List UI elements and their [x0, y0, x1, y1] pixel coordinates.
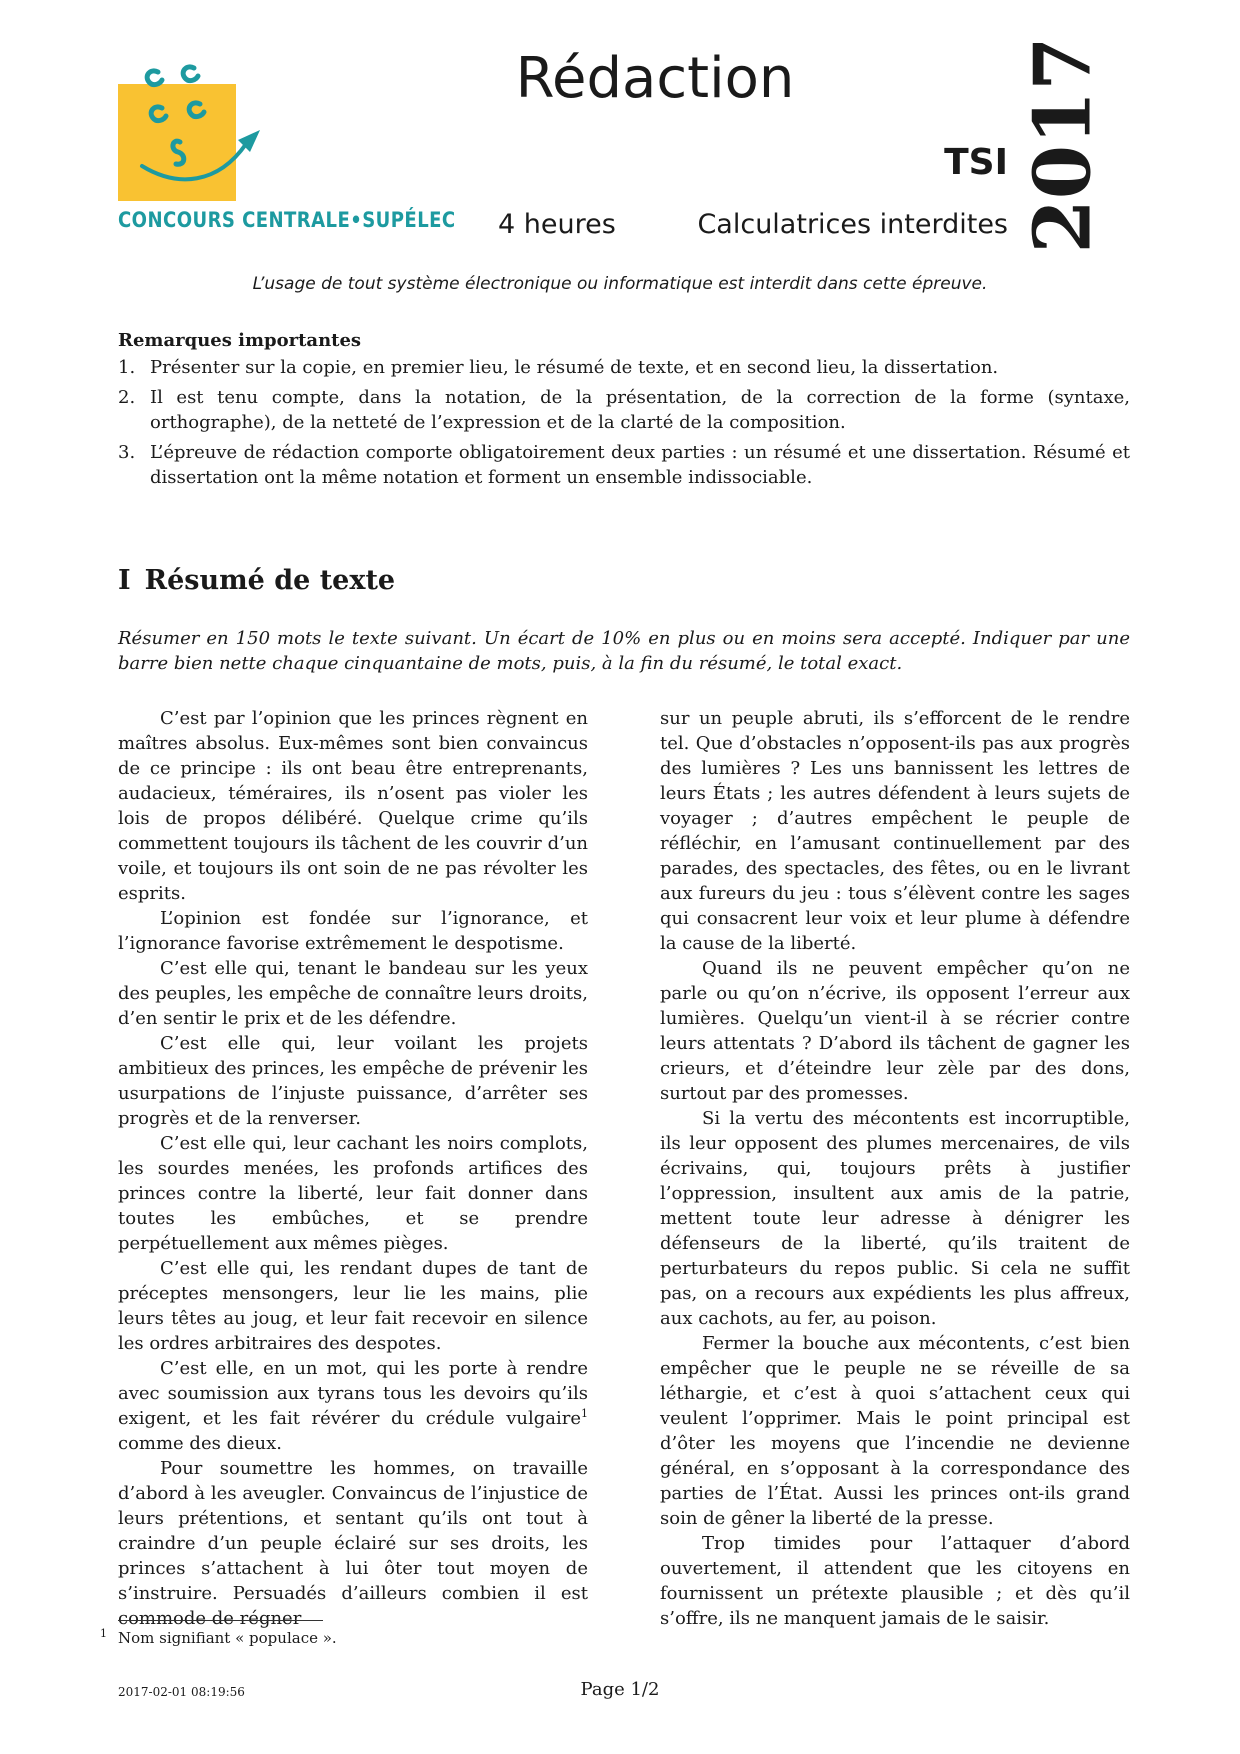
text-fragment: comme des dieux. — [118, 1433, 282, 1454]
remark-number: 2. — [118, 387, 136, 408]
section-title: Résumé de texte — [144, 565, 396, 596]
text-paragraph: sur un peuple abruti, ils s’efforcent de le rendre tel. Que d’obstacles n’opposent-ils pas aux progrès des lumières ? Les uns bannissent les lettres de leurs États ; les autres défendent à leurs sujets de voyager ; d’autres empêchent le peuple de réfléchir, en l’amusant continuellement par des parades, des spectacles, des fêtes, ou en le livrant aux fureurs du jeu : tous s’élèvent contre les sages qui consacrent leur voix et leur plume à défendre la cause de la liberté. — [660, 708, 1130, 954]
text-paragraph: C’est elle qui, leur voilant les projets ambitieux des princes, les empêche de prévenir les usurpations de l’injuste puissance, d’arrêter ses progrès et de la renverser. — [118, 1033, 588, 1129]
text-paragraph: Fermer la bouche aux mécontents, c’est bien empêcher que le peuple ne se réveille de sa léthargie, et c’est à quoi s’attachent ceux qui veulent l’opprimer. Mais le point principal est d’ôter les moyens que l’incendie ne devienne général, en s’opposant à la correspondance des parties de l’État. Aussi les princes ont-ils grand soin de gêner la liberté de la presse. — [660, 1333, 1130, 1529]
text-fragment: C’est elle, en un mot, qui les porte à rendre avec soumission aux tyrans tous les devoirs qu’ils exigent, et les fait révérer du crédule vulgaire — [118, 1358, 588, 1429]
remark-text: L’épreuve de rédaction comporte obligatoirement deux parties : un résumé et une dissertation. Résumé et dissertation ont la même notation et forment un ensemble indissociable. — [150, 442, 1130, 488]
text-paragraph: C’est elle qui, tenant le bandeau sur les yeux des peuples, les empêche de connaître leurs droits, d’en sentir le prix et de les défendre. — [118, 958, 589, 1029]
logo-emblem-icon — [118, 60, 278, 210]
text-paragraph: C’est par l’opinion que les princes règnent en maîtres absolus. Eux-mêmes sont bien convaincus de ce principe : ils ont beau être entreprenants, audacieux, téméraires, ils n’osent pas violer les lois de propos délibéré. Quelque crime qu’ils commettent toujours ils tâchent de les couvrir d’un voile, et toujours ils ont soin de ne pas révolter les esprits. — [118, 708, 588, 904]
footnote — [100, 1627, 337, 1647]
footnote-number: 1 — [100, 1627, 107, 1640]
section-number: I — [118, 565, 131, 596]
calculator-notice: Calculatrices interdites — [697, 209, 1008, 240]
remark-text: Présenter sur la copie, en premier lieu, le résumé de texte, et en second lieu, la dissertation. — [150, 357, 999, 378]
page-number: Page 1/2 — [580, 1679, 660, 1700]
footnote-rule — [118, 1620, 323, 1621]
logo — [118, 60, 456, 245]
remark-item — [118, 385, 1130, 435]
section-instructions: Résumer en 150 mots le texte suivant. Un écart de 10% en plus ou en moins sera accepté. Indiquer par une barre bien nette chaque cinquantaine de mots, puis, à la fin du résumé, le total exact. — [118, 628, 1130, 674]
subject-label: TSI — [944, 142, 1008, 183]
duration-label: 4 heures — [498, 209, 616, 240]
remarks-list — [118, 355, 1130, 490]
footnote-ref[interactable]: 1 — [581, 1407, 588, 1420]
text-paragraph: Si la vertu des mécontents est incorruptible, ils leur opposent des plumes mercenaires, de vils écrivains, qui, toujours prêts à justifier l’oppression, insultent aux amis de la patrie, mettent toute leur adresse à dénigrer les défenseurs de la liberté, qu’ils traitent de perturbateurs du repos public. Si cela ne suffit pas, on a recours aux expédients les plus affreux, aux cachots, au fer, au poison. — [660, 1108, 1130, 1329]
text-paragraph — [118, 1356, 588, 1456]
text-paragraph: C’est elle qui, les rendant dupes de tant de préceptes mensongers, leur lie les mains, plie leurs têtes au joug, et leur fait recevoir en silence les ordres arbitraires des despotes. — [118, 1258, 588, 1354]
remark-text: Il est tenu compte, dans la notation, de la présentation, de la correction de la forme (syntaxe, orthographe), de la netteté de l’expression et de la clarté de la composition. — [150, 387, 1130, 433]
logo-name: CONCOURS CENTRALE•SUPÉLEC — [118, 208, 456, 232]
remark-item — [118, 440, 1130, 490]
text-paragraph: C’est elle qui, leur cachant les noirs complots, les sourdes menées, les profonds artifices des princes contre la liberté, leur fait donner dans toutes les embûches, et se prendre perpétuellement aux mêmes pièges. — [118, 1133, 588, 1254]
remark-item — [118, 355, 1130, 380]
remarks-title: Remarques importantes — [118, 330, 362, 351]
remarks-block — [118, 328, 1130, 495]
section-heading — [118, 565, 395, 596]
text-paragraph: Trop timides pour l’attaquer d’abord ouvertement, il attendent que les citoyens en fournissent un prétexte plausible ; et dès qu’il s’offre, ils ne manquent jamais de le saisir. — [660, 1533, 1130, 1629]
page-title: Rédaction — [515, 46, 795, 111]
footnote-text: Nom signifiant « populace ». — [118, 1629, 337, 1647]
remark-number: 3. — [118, 442, 136, 463]
exam-year: 2017 — [1017, 36, 1109, 254]
remark-number: 1. — [118, 357, 136, 378]
electronics-notice: L’usage de tout système électronique ou informatique est interdit dans cette épreuve. — [252, 274, 988, 294]
timestamp: 2017-02-01 08:19:56 — [118, 1685, 245, 1699]
text-paragraph: Quand ils ne peuvent empêcher qu’on ne parle ou qu’on n’écrive, ils opposent l’erreur aux lumières. Quelqu’un vient-il à se récrier contre leurs attentats ? D’abord ils tâchent de gagner les crieurs, et d’éteindre leur zèle par des dons, surtout par des promesses. — [660, 958, 1130, 1104]
text-paragraph: Pour soumettre les hommes, on travaille d’abord à les aveugler. Convaincus de l’injustice de leurs prétentions, et sentant qu’ils ont tout à craindre d’un peuple éclairé sur ses droits, les princes s’attachent à lui ôter tout moyen de s’instruire. Persuadés d’ailleurs combien il est commode de régner — [118, 1458, 588, 1629]
text-column-left — [118, 706, 588, 1631]
text-column-right — [660, 706, 1130, 1631]
text-paragraph: L’opinion est fondée sur l’ignorance, et l’ignorance favorise extrêmement le despotisme. — [118, 908, 588, 954]
